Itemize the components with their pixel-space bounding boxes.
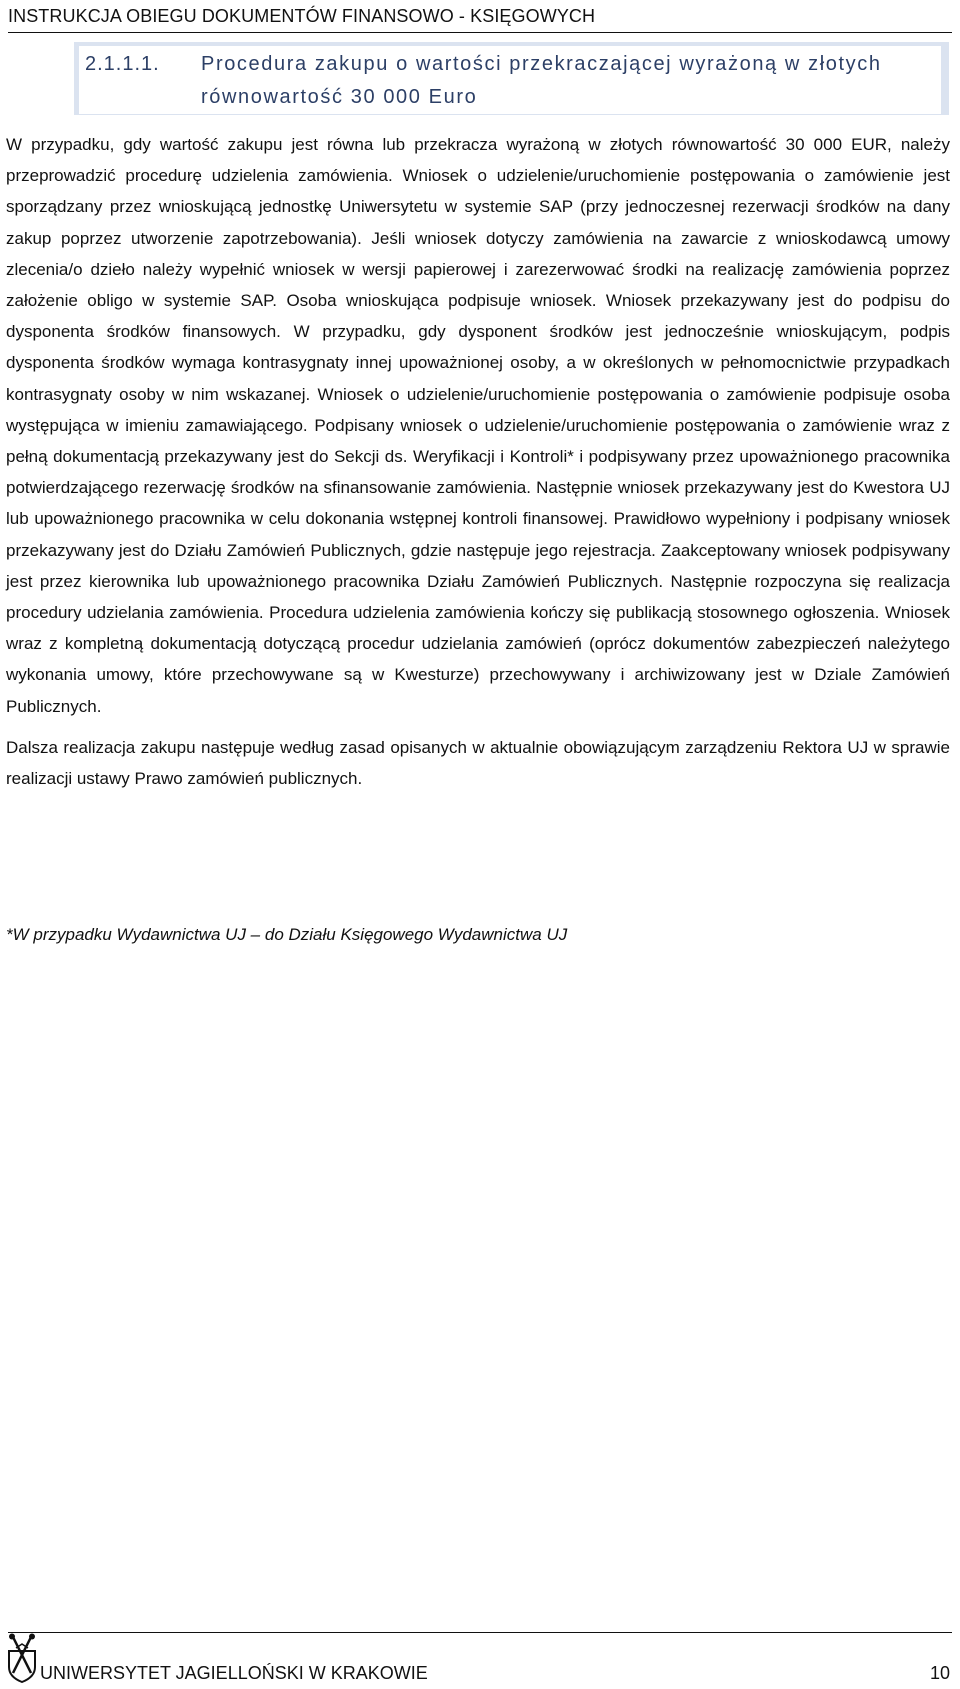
footnote: *W przypadku Wydawnictwa UJ – do Działu Księgowego Wydawnictwa UJ	[6, 925, 568, 944]
footer-divider	[8, 1632, 952, 1633]
body-text	[6, 129, 950, 804]
section-title: Procedura zakupu o wartości przekraczającej wyrażoną w złotych równowartość 30 000 Euro	[201, 53, 882, 108]
section-heading	[74, 42, 949, 115]
section-number: 2.1.1.1.	[85, 53, 160, 75]
section-heading-inner	[79, 46, 941, 114]
crossed-scepters-crest-icon	[6, 1633, 38, 1683]
paragraph-procedure: W przypadku, gdy wartość zakupu jest równa lub przekracza wyrażoną w złotych równowartość 30 000 EUR, należy przeprowadzić procedurę udzielenia zamówienia. Wniosek o udzielenie/uruchomienie postępowania o zamówienie jest sporządzany przez wnioskującą jednostkę Uniwersytetu w systemie SAP (przy jednoczesnej rezerwacji środków na dany zakup poprzez utworzenie zapotrzebowania). Jeśli wniosek dotyczy zamówienia na zawarcie z wnioskodawcą umowy zlecenia/o dzieło należy wypełnić wniosek w wersji papierowej i zarezerwować środki na realizację zamówienia poprzez założenie obligo w systemie SAP. Osoba wnioskująca podpisuje wniosek. Wniosek przekazywany jest do podpisu do dysponenta środków finansowych. W przypadku, gdy dysponent środków jest jednocześnie wnioskującym, podpis dysponenta środków wymaga kontrasygnaty innej upoważnionej osoby, a w określonych w pełnomocnictwie przypadkach kontrasygnaty osoby w nim wskazanej. Wniosek o udzielenie/uruchomienie postępowania o zamówienie podpisuje osoba występująca w imieniu zamawiającego. Podpisany wniosek o udzielenie/uruchomienie postępowania o zamówienie wraz z pełną dokumentacją przekazywany jest do Sekcji ds. Weryfikacji i Kontroli* i podpisywany przez upoważnionego pracownika potwierdzającego rezerwację środków na sfinansowanie zamówienia. Następnie wniosek przekazywany jest do Kwestora UJ lub upoważnionego pracownika w celu dokonania wstępnej kontroli finansowej. Prawidłowo wypełniony i podpisany wniosek przekazywany jest do Działu Zamówień Publicznych, gdzie następuje jego rejestracja. Zaakceptowany wniosek podpisywany jest przez kierownika lub upoważnionego pracownika Działu Zamówień Publicznych. Następnie rozpoczyna się realizacja procedury udzielania zamówienia. Procedura udzielenia zamówienia kończy się publikacją stosownego ogłoszenia. Wniosek wraz z kompletną dokumentacją dotyczącą procedur udzielania zamówień (oprócz dokumentów zabezpieczeń należytego wykonania umowy, które przechowywane są w Kwesturze) przechowywany i archiwizowany jest w Dziale Zamówień Publicznych.	[6, 135, 950, 716]
paragraph-further-realization: Dalsza realizacja zakupu następuje według zasad opisanych w aktualnie obowiązującym zarządzeniu Rektora UJ w sprawie realizacji ustawy Prawo zamówień publicznych.	[6, 737, 950, 789]
running-header-title: INSTRUKCJA OBIEGU DOKUMENTÓW FINANSOWO - KSIĘGOWYCH	[8, 6, 596, 26]
running-header	[8, 2, 952, 33]
page-number: 10	[929, 1663, 950, 1683]
footer-university-name: UNIWERSYTET JAGIELLOŃSKI W KRAKOWIE	[40, 1663, 428, 1683]
